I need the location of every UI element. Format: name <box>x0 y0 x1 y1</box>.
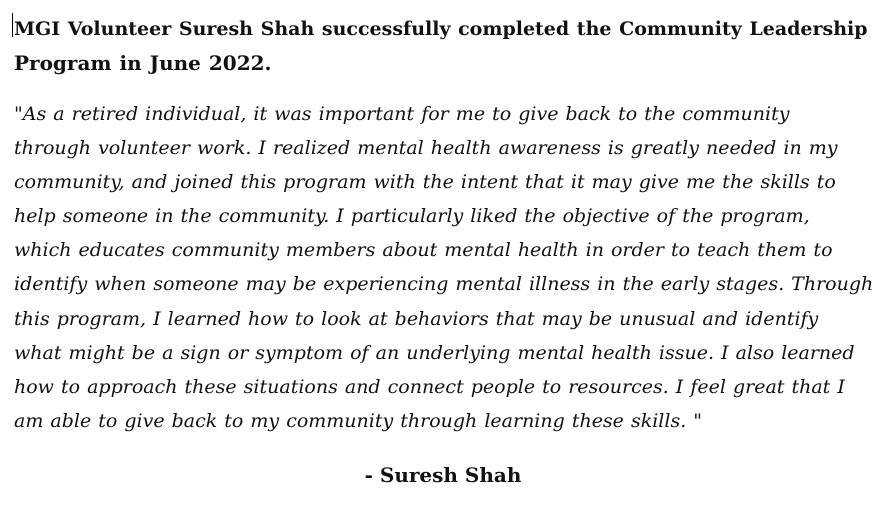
quote-line: help someone in the community. I particularly liked the objective of the program, <box>14 205 810 228</box>
quote-attribution[interactable]: - Suresh Shah <box>364 463 522 487</box>
quote-line: this program, I learned how to look at behaviors that may be unusual and identify <box>14 307 819 330</box>
heading-line: Program in June 2022. <box>14 51 272 75</box>
quote-line: "As a retired individual, it was important for me to give back to the community <box>14 103 790 125</box>
quote-line: what might be a sign or symptom of an underlying mental health issue. I also learned <box>14 341 855 364</box>
text-cursor <box>12 13 13 37</box>
quote-line: identify when someone may be experiencing mental illness in the early stages. Through <box>14 273 874 296</box>
testimonial-quote[interactable] <box>14 97 878 438</box>
quote-line: am able to give back to my community through learning these skills. " <box>14 409 703 432</box>
document-heading[interactable] <box>14 12 874 80</box>
quote-line: community, and joined this program with the intent that it may give me the skills to <box>14 171 836 194</box>
heading-line: MGI Volunteer Suresh Shah successfully completed the Community Leadership <box>14 18 868 40</box>
quote-line: which educates community members about mental health in order to teach them to <box>14 239 833 262</box>
quote-line: how to approach these situations and connect people to resources. I feel great that I <box>14 375 845 398</box>
quote-line: through volunteer work. I realized mental health awareness is greatly needed in my <box>14 137 838 160</box>
